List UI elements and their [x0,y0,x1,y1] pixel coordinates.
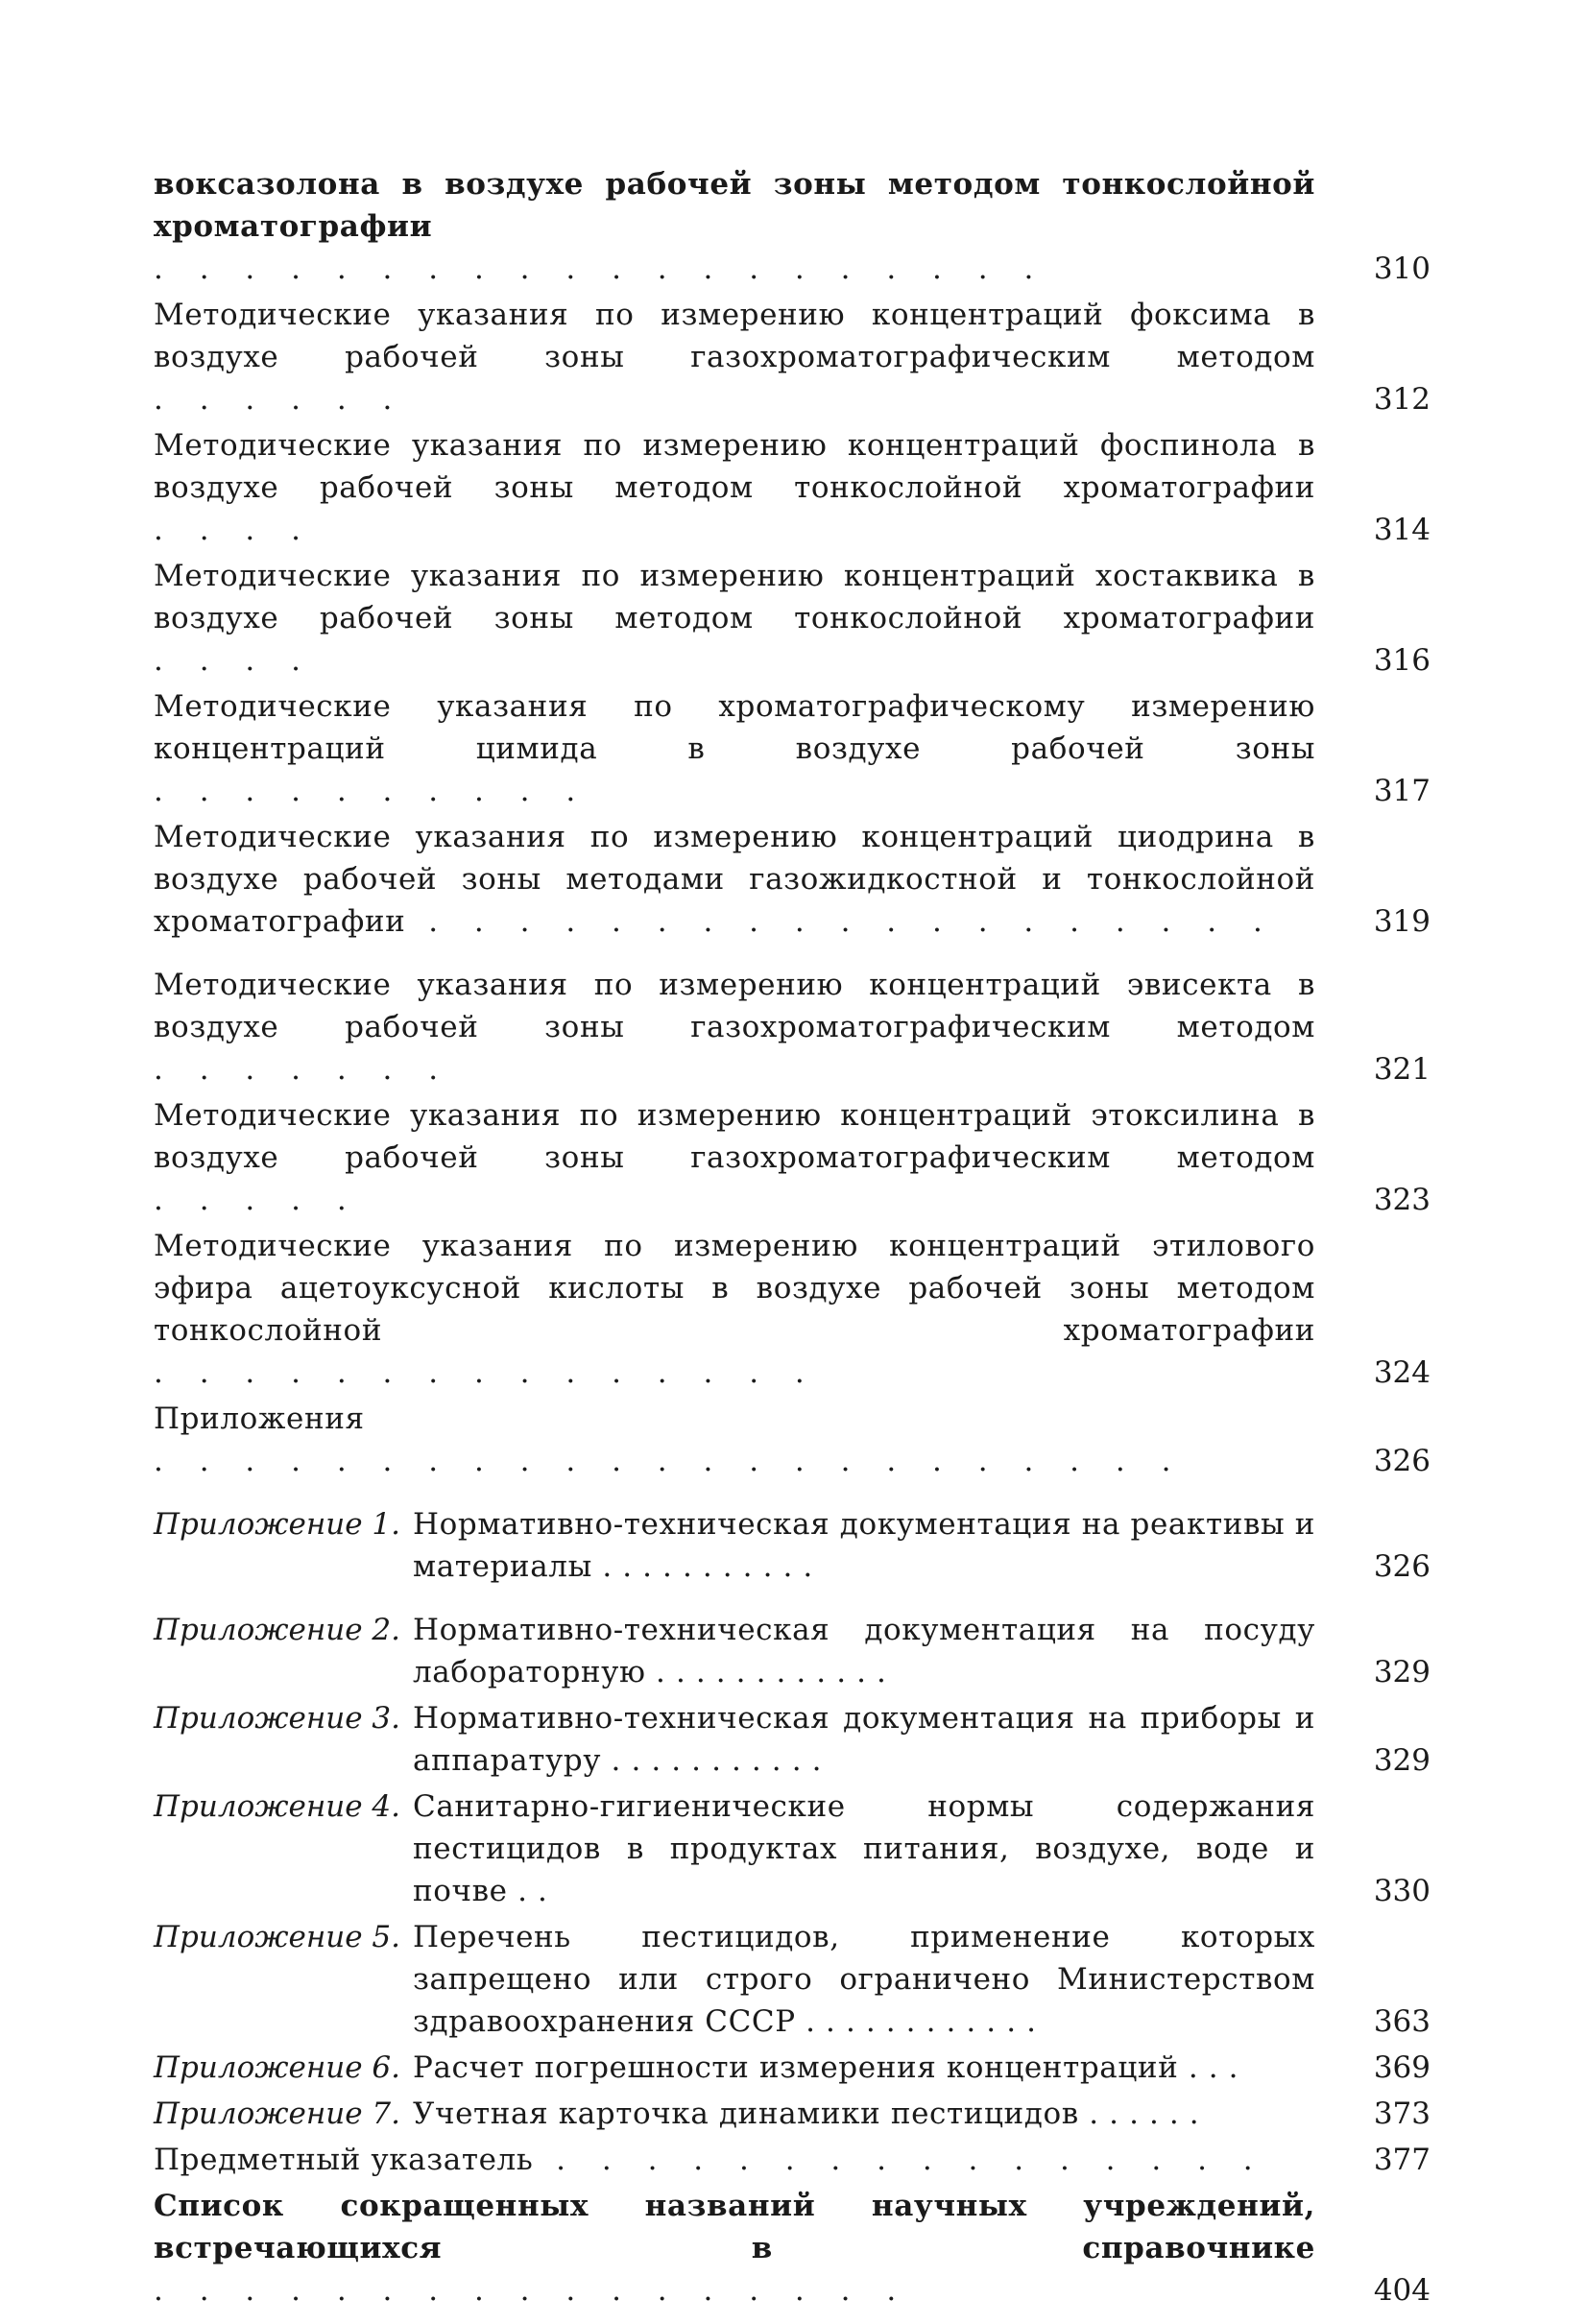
toc-appendix-entry: Приложение 5. Перечень пестицидов, применение которых запрещено или строго ограничено Министерством здравоохранения СССР . . . . . . . . . . . . 363 [154,1916,1431,2043]
toc-entry-text: Методические указания по измерению концентраций хостаквика в воздухе рабочей зоны методом тонкослойной хроматографии [154,559,1315,635]
appendix-label: Приложение 7. [154,2096,400,2131]
toc-entry-text: Методические указания по измерению концентраций этоксилина в воздухе рабочей зоны газохроматографическим методом [154,1098,1315,1175]
toc-entry: Приложения . . . . . . . . . . . . . . . . . . . . . . . 326 [154,1398,1431,1482]
toc-entry-text: воксазолона в воздухе рабочей зоны методом тонкослойной хроматографии [154,167,1315,244]
appendix-text: Нормативно-техническая документация на реактивы и материалы [413,1507,1315,1584]
appendix-text: Нормативно-техническая документация на приборы и аппаратуру [413,1701,1315,1778]
toc-page-number: 373 [1373,2096,1431,2131]
appendix-label: Приложение 3. [154,1701,400,1736]
toc-page-number: 317 [1373,774,1431,808]
toc-appendix-entry: Приложение 4. Санитарно-гигиенические нормы содержания пестицидов в продуктах питания, воздухе, воде и почве . . 330 [154,1785,1431,1912]
toc-page-number: 329 [1373,1743,1431,1778]
toc-page-number: 363 [1373,2004,1431,2039]
toc-appendix-entry: Приложение 1. Нормативно-техническая документация на реактивы и материалы . . . . . . . . . . . 326 [154,1503,1431,1588]
toc-appendix-entry: Приложение 7. Учетная карточка динамики пестицидов . . . . . . 373 [154,2093,1431,2135]
table-of-contents [154,163,1431,2315]
toc-page-number: 330 [1373,1874,1431,1908]
toc-page-number: 324 [1373,1355,1431,1390]
appendix-text: Нормативно-техническая документация на посуду лабораторную [413,1613,1315,1689]
toc-entry-text: Методические указания по измерению концентраций этилового эфира ацетоуксусной кислоты в воздухе рабочей зоны методом тонкослойной хроматографии [154,1229,1315,1348]
toc-entry-text: Методические указания по измерению концентраций фоспинола в воздухе рабочей зоны методом тонкослойной хроматографии [154,428,1315,505]
toc-entry: Методические указания по измерению концентраций этилового эфира ацетоуксусной кислоты в воздухе рабочей зоны методом тонкослойной хроматографии . . . . . . . . . . . . . . . 324 [154,1225,1431,1394]
toc-entry: Методические указания по измерению концентраций хостаквика в воздухе рабочей зоны методом тонкослойной хроматографии . . . . 316 [154,555,1431,682]
appendix-text: Перечень пестицидов, применение которых запрещено или строго ограничено Министерством здравоохранения СССР [413,1920,1315,2039]
toc-page-number: 321 [1373,1052,1431,1087]
appendix-label: Приложение 2. [154,1613,400,1647]
toc-page-number: 404 [1373,2273,1431,2308]
toc-entry: Список сокращенных названий научных учреждений, встречающихся в справочнике . . . . . . . . . . . . . . . . . 404 [154,2185,1431,2312]
appendix-label: Приложение 6. [154,2050,400,2085]
toc-appendix-entry: Приложение 6. Расчет погрешности измерения концентраций . . . 369 [154,2047,1431,2089]
toc-page-number: 369 [1373,2050,1431,2085]
toc-page-number: 329 [1373,1655,1431,1689]
toc-entry-text: Список сокращенных названий научных учреждений, встречающихся в справочнике [154,2189,1315,2265]
toc-page-number: 326 [1373,1549,1431,1584]
toc-page-number: 323 [1373,1183,1431,1217]
toc-entry: Методические указания по измерению концентраций этоксилина в воздухе рабочей зоны газохроматографическим методом . . . . . 323 [154,1094,1431,1221]
appendix-label: Приложение 1. [154,1507,400,1542]
appendix-label: Приложение 4. [154,1789,400,1824]
toc-entry-text: Предметный указатель [154,2143,534,2177]
toc-entry-text: Методические указания по измерению концентраций фоксима в воздухе рабочей зоны газохроматографическим методом [154,298,1315,374]
toc-entry-text: Методические указания по измерению концентраций эвисекта в воздухе рабочей зоны газохроматографическим методом [154,968,1315,1044]
toc-page-number: 319 [1373,904,1431,939]
toc-page-number: 312 [1373,382,1431,417]
appendix-text: Учетная карточка динамики пестицидов [413,2096,1079,2131]
toc-page-number: 314 [1373,513,1431,547]
toc-entry-text: Методические указания по хроматографическому измерению концентраций цимида в воздухе рабочей зоны [154,689,1315,766]
toc-entry-text: Приложения [154,1402,365,1436]
toc-entry: Методические указания по измерению концентраций фоксима в воздухе рабочей зоны газохроматографическим методом . . . . . . 312 [154,294,1431,420]
toc-entry: Методические указания по измерению концентраций эвисекта в воздухе рабочей зоны газохроматографическим методом . . . . . . . 321 [154,964,1431,1090]
toc-page-number: 377 [1373,2143,1431,2177]
toc-entry: Методические указания по измерению концентраций фоспинола в воздухе рабочей зоны методом тонкослойной хроматографии . . . . 314 [154,424,1431,551]
toc-page-number: 316 [1373,643,1431,678]
toc-entry: воксазолона в воздухе рабочей зоны методом тонкослойной хроматографии . . . . . . . . . . . . . . . . . . . . 310 [154,163,1431,290]
appendix-text: Расчет погрешности измерения концентраций [413,2050,1179,2085]
toc-appendix-entry: Приложение 2. Нормативно-техническая документация на посуду лабораторную . . . . . . . . . . . . 329 [154,1609,1431,1693]
toc-entry-text: Методические указания по измерению концентраций циодрина в воздухе рабочей зоны методами газожидкостной и тонкослойной хроматографии [154,820,1315,939]
toc-page-number: 326 [1373,1444,1431,1478]
toc-appendix-entry: Приложение 3. Нормативно-техническая документация на приборы и аппаратуру . . . . . . . . . . . 329 [154,1697,1431,1782]
appendix-label: Приложение 5. [154,1920,400,1954]
toc-entry: Предметный указатель . . . . . . . . . . . . . . . . 377 [154,2139,1431,2181]
appendix-text: Санитарно-гигиенические нормы содержания пестицидов в продуктах питания, воздухе, воде и почве [413,1789,1315,1908]
toc-entry: Методические указания по измерению концентраций циодрина в воздухе рабочей зоны методами газожидкостной и тонкослойной хроматографии . . . . . . . . . . . . . . . . . . . 319 [154,816,1431,943]
toc-entry: Методические указания по хроматографическому измерению концентраций цимида в воздухе рабочей зоны . . . . . . . . . . 317 [154,685,1431,812]
toc-page-number: 310 [1373,252,1431,286]
